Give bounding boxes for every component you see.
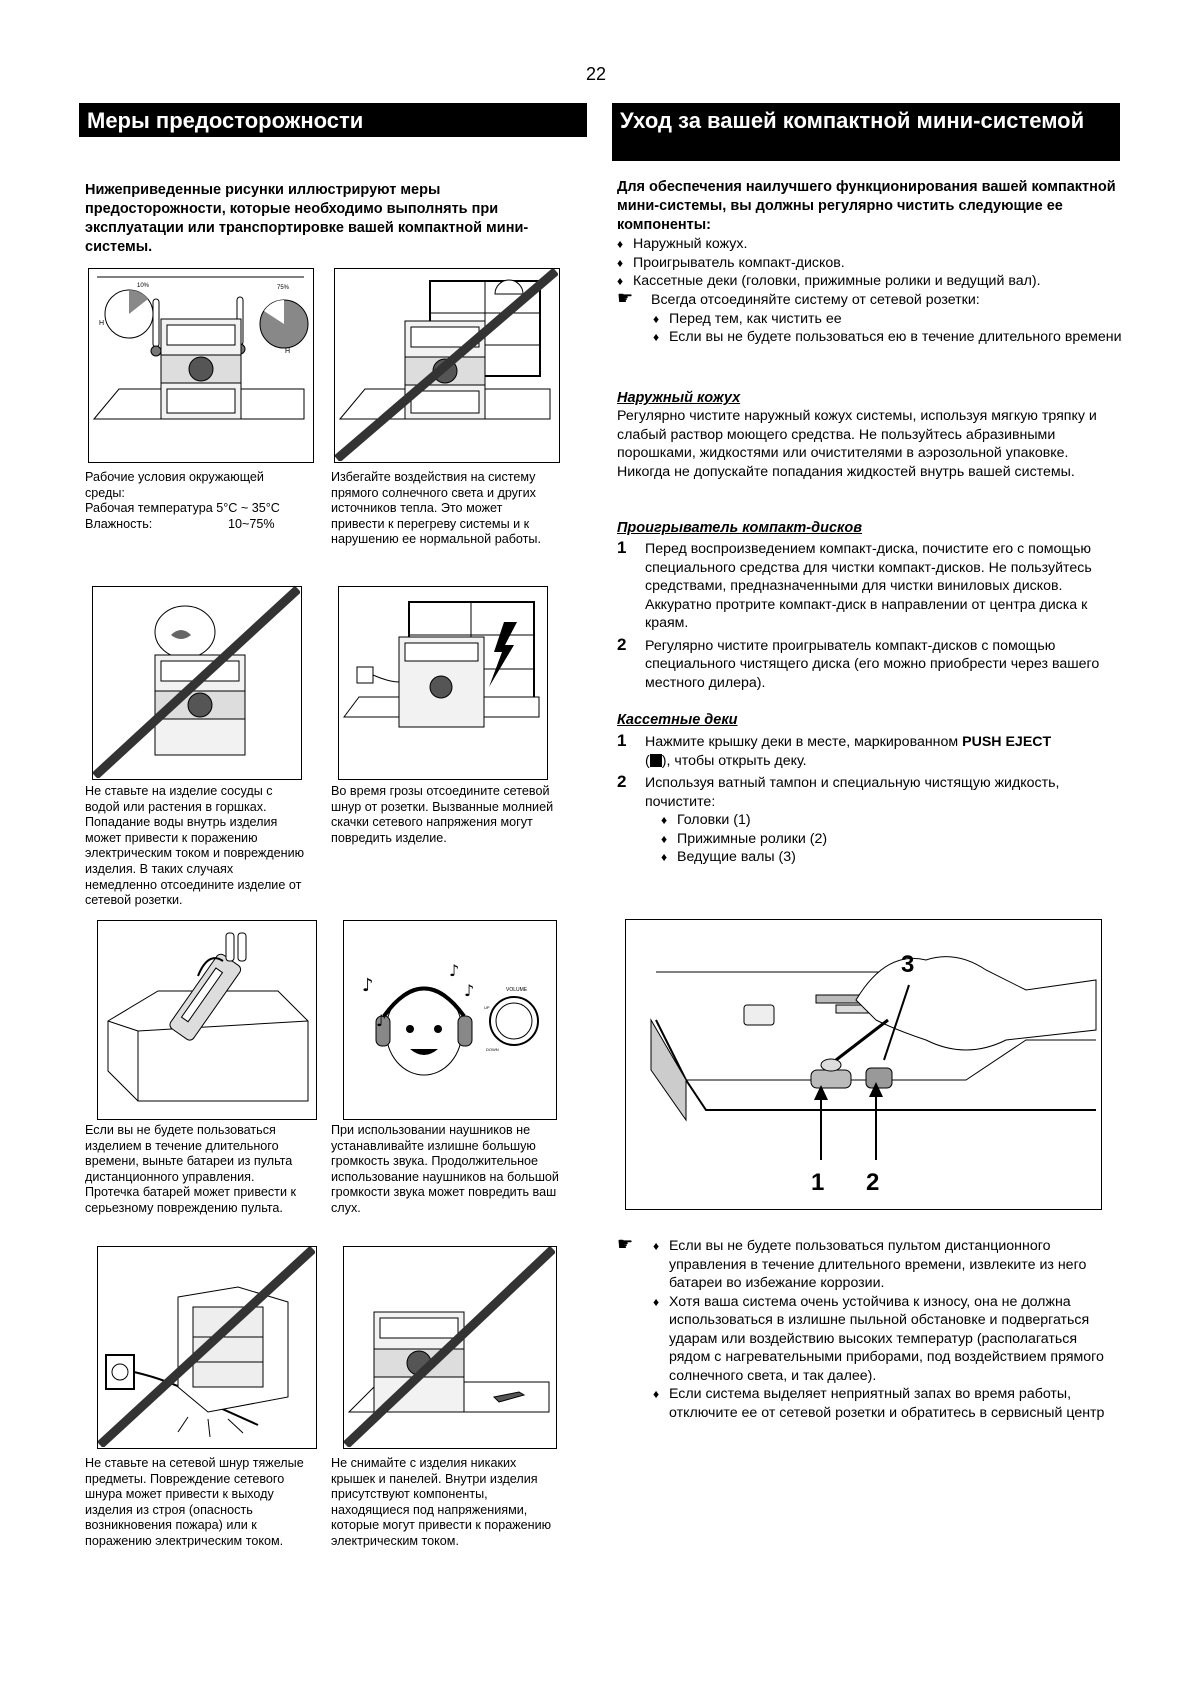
svg-text:♪: ♪: [362, 975, 374, 996]
label-1: 1: [811, 1169, 825, 1196]
svg-text:H: H: [99, 320, 105, 327]
figure-cassette-cleaning: [625, 919, 1102, 1210]
section-text-case: Регулярно чистите наружный кожух системы, используя мягкую тряпку и слабый раствор моющего средства. Не пользуйтесь абразивными порошками, жидкостями или очистителями в аэрозольной упаковке. Никогда не допускайте попадания жидкостей внутрь вашей системы.: [617, 408, 1097, 480]
caption-power-cord: Не ставьте на сетевой шнур тяжелые предметы. Повреждение сетевого шнура может привести к выходу изделия из строя (опасность возникновения пожара) или к поражению электрическим током.: [85, 1456, 304, 1548]
list-item: ♦ Если вы не будете пользоваться пультом дистанционного управления в течение длительного времени, извлеките из него батареи во избежание коррозии.: [653, 1238, 1087, 1291]
figure-operating-conditions: [88, 268, 314, 463]
caption-remote-batteries: Если вы не будете пользоваться изделием в течение длительного времени, выньте батареи из пульта дистанционного управления. Протечка батарей может привести к серьезному повреждению пульта.: [85, 1123, 296, 1215]
step-item: 1 Перед воспроизведением компакт-диска, почистите его с помощью специального средства для чистки компакт-дисков. Не пользуйтесь средствами, предназначенными для чистки виниловых дисков. Аккуратно протрите компакт-диск в направлении от центра диска к краям.: [617, 538, 1092, 631]
list-item: ♦ Наружный кожух.: [617, 236, 748, 252]
caption-thunderstorm: Во время грозы отсоедините сетевой шнур от розетки. Вызванные молнией скачки сетевого напряжения могут повредить изделие.: [331, 784, 554, 845]
figure-remote-batteries: [97, 920, 317, 1120]
caption-water-containers: Не ставьте на изделие сосуды с водой или растения в горшках. Попадание воды внутрь изделия может привести к поражению электрическим током и повреждению изделия. В таких случаях немедленно отсоедините изделие от сетевой розетки.: [85, 784, 305, 908]
deck-steps: [617, 733, 1122, 867]
svg-text:♪: ♪: [376, 1011, 387, 1030]
step-item: 2 Регулярно чистите проигрыватель компакт-дисков с помощью специального чистящего диска (его можно приобрести через вашего местного дилера).: [617, 634, 1100, 691]
caption-direct-sunlight: Избегайте воздействия на систему прямого солнечного света и других источников тепла. Это может привести к перегреву системы и к нарушению ее нормальной работы.: [331, 470, 541, 547]
push-eject-symbol-icon: [650, 754, 662, 767]
figure-direct-sunlight: [334, 268, 560, 463]
components-list: [617, 235, 1122, 291]
figure-covers: [343, 1246, 557, 1449]
humidity-low-label: 10%: [137, 283, 150, 289]
step-item: 1 Нажмите крышку деки в месте, маркированном PUSH EJECT ( ), чтобы открыть деку.: [617, 731, 1052, 769]
section-title-case: Наружный кожух: [617, 390, 741, 406]
volume-label: VOLUME: [506, 987, 528, 993]
note-disconnect: ☛ Всегда отсоединяйте систему от сетевой розетки: ♦ Перед тем, как чистить ее ♦ Если вы не будете пользоваться ею в течение длительного времени: [617, 288, 1122, 345]
svg-text:UP: UP: [484, 1005, 490, 1010]
step-item: 2 Используя ватный тампон и специальную чистящую жидкость, почистите: ♦ Головки (1) ♦ Прижимные ролики (2) ♦ Ведущие валы (3): [617, 774, 1122, 867]
right-section-title: Уход за вашей компактной мини-системой: [612, 103, 1120, 161]
list-item: ♦ Перед тем, как чистить ее: [653, 310, 842, 327]
svg-text:DOWN: DOWN: [486, 1047, 499, 1052]
pointing-hand-icon: ☛: [617, 1234, 634, 1254]
list-item: ♦ Хотя ваша система очень устойчива к износу, она не должна использоваться в излишне пыльной обстановке и подвергаться ударам или воздействию высоких температур (располагаться рядом с нагревательными приборами, под воздействием прямого солнечного света, и так далее).: [653, 1293, 1104, 1384]
stereo-unit: [161, 319, 241, 419]
caption-headphones: При использовании наушников не устанавливайте излишне большую громкость звука. Продолжительное использование наушников на большой громкости звука может повредить ваш слух.: [331, 1123, 559, 1215]
section-title-cd: Проигрыватель компакт-дисков: [617, 520, 862, 536]
svg-text:H: H: [285, 348, 291, 355]
figure-power-cord: [97, 1246, 317, 1449]
list-item: ♦ Ведущие валы (3): [661, 849, 796, 865]
left-section-title: Меры предосторожности: [79, 103, 587, 137]
list-item: ♦ Проигрыватель компакт-дисков.: [617, 254, 845, 271]
figure-thunderstorm: [338, 586, 548, 780]
list-item: ♦ Прижимные ролики (2): [661, 830, 828, 847]
list-item: ♦ Кассетные деки (головки, прижимные ролики и ведущий вал).: [617, 273, 1041, 289]
list-item: ♦ Если вы не будете пользоваться ею в течение длительного времени: [653, 329, 1122, 345]
cd-steps: [617, 540, 1122, 692]
list-item: ♦ Головки (1): [661, 812, 751, 828]
pointing-hand-icon: ☛: [617, 288, 634, 308]
right-intro: Для обеспечения наилучшего функционирования вашей компактной мини-системы, вы должны регулярно чистить следующие ее компоненты:: [617, 179, 1116, 233]
section-title-deck: Кассетные деки: [617, 712, 738, 728]
caption-operating-conditions: Рабочие условия окружающей среды: Рабочая температура 5°C ~ 35°C Влажность: 10~75%: [85, 470, 280, 531]
list-item: ♦ Если система выделяет неприятный запах во время работы, отключите ее от сетевой розетки и обратитесь в сервисный центр: [653, 1386, 1105, 1421]
humidity-high-label: 75%: [277, 285, 290, 291]
figure-water-containers: [92, 586, 302, 780]
svg-text:♪: ♪: [464, 981, 475, 1000]
label-2: 2: [866, 1169, 880, 1196]
left-intro: Нижеприведенные рисунки иллюстрируют меры предосторожности, которые необходимо выполнять при эксплуатации или транспортировке вашей компактной мини-системы.: [85, 182, 529, 255]
svg-text:♪: ♪: [449, 961, 460, 980]
page-number: 22: [585, 64, 607, 84]
label-3: 3: [901, 951, 915, 978]
final-notes: [617, 1234, 1122, 1422]
figure-headphones: [343, 920, 557, 1120]
caption-covers: Не снимайте с изделия никаких крышек и панелей. Внутри изделия присутствуют компоненты, находящиеся под напряжениями, которые могут привести к поражению электрическим током.: [331, 1456, 552, 1548]
